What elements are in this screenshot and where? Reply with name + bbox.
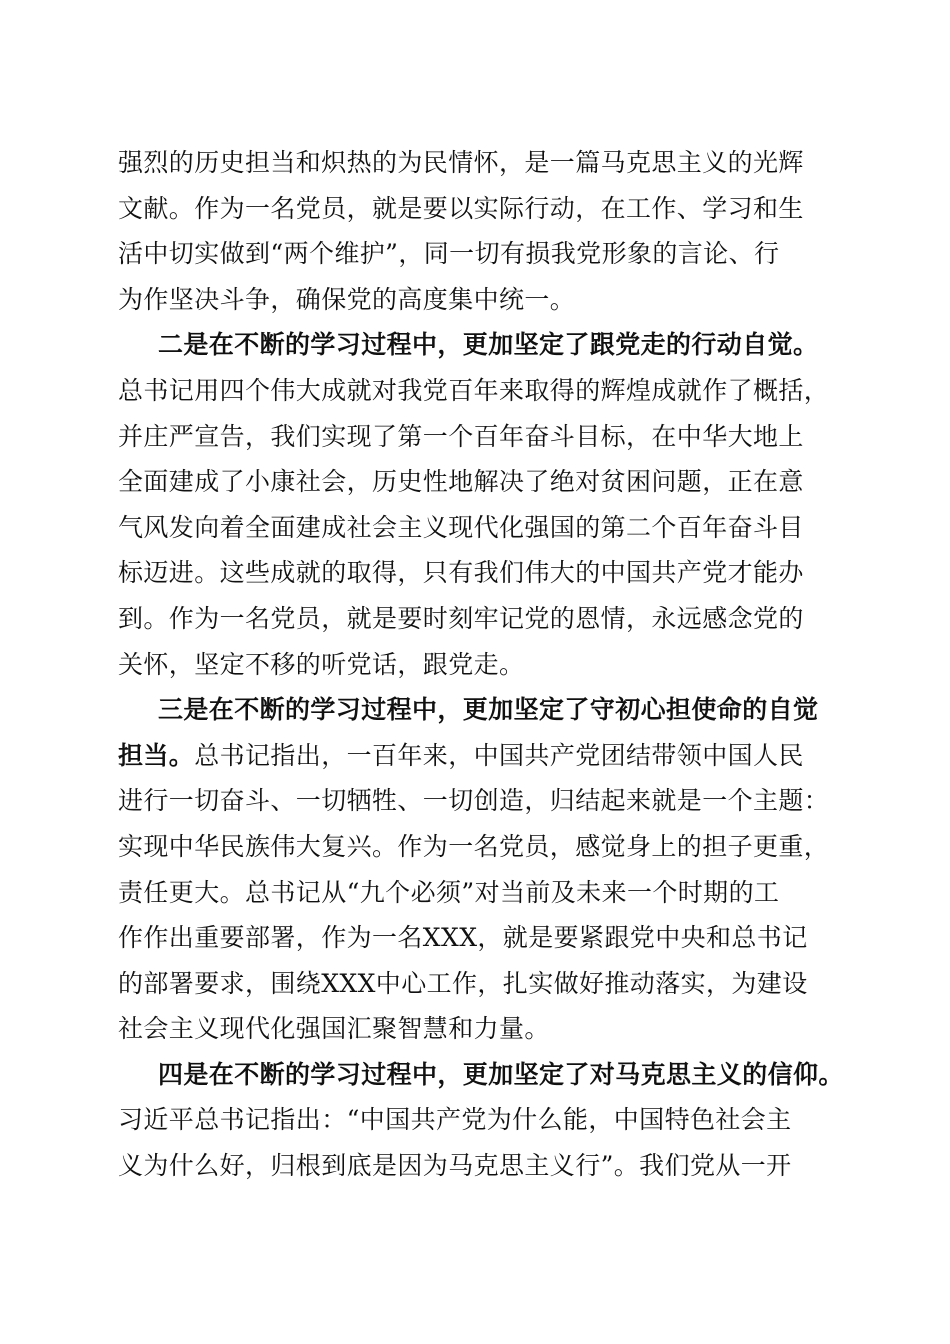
- text-line: 总书记用四个伟大成就对我党百年来取得的辉煌成就作了概括，: [118, 375, 830, 405]
- text-line: 义为什么好，归根到底是因为马克思主义行”。我们党从一开: [118, 1151, 792, 1181]
- text-run: 总书记指出，一百年来，中国共产党团结带领中国人民: [194, 740, 804, 770]
- text-line: [118, 733, 838, 779]
- text-line: 标迈进。这些成就的取得，只有我们伟大的中国共产党才能办: [118, 558, 804, 588]
- text-line: 进行一切奋斗、一切牺牲、一切创造，归结起来就是一个主题：: [118, 786, 830, 816]
- paragraph-lead-end: 担当。: [118, 740, 195, 770]
- text-line: 并庄严宣告，我们实现了第一个百年奋斗目标，在中华大地上: [118, 421, 804, 451]
- text-line: 关怀，坚定不移的听党话，跟党走。: [118, 649, 525, 679]
- text-line: 气风发向着全面建成社会主义现代化强国的第二个百年奋斗目: [118, 512, 804, 542]
- paragraph-lead: 二是在不断的学习过程中，更加坚定了跟党走的行动自觉。: [158, 330, 819, 360]
- text-line: 文献。作为一名党员，就是要以实际行动，在工作、学习和生: [118, 193, 804, 223]
- paragraph-lead: 三是在不断的学习过程中，更加坚定了守初心担使命的自觉: [158, 695, 819, 725]
- text-line: 习近平总书记指出：“中国共产党为什么能，中国特色社会主: [118, 1105, 792, 1135]
- paragraph-2: [118, 322, 838, 687]
- text-line: 强烈的历史担当和炽热的为民情怀，是一篇马克思主义的光辉: [118, 148, 804, 177]
- text-line: 作作出重要部署，作为一名XXX，就是要紧跟党中央和总书记: [118, 923, 808, 953]
- paragraph-1: [118, 140, 838, 322]
- text-line: 的部署要求，围绕XXX中心工作，扎实做好推动落实，为建设: [118, 968, 808, 998]
- paragraph-4: [118, 1052, 844, 1189]
- text-line: 社会主义现代化强国汇聚智慧和力量。: [118, 1014, 550, 1044]
- text-line: 责任更大。总书记从“九个必须”对当前及未来一个时期的工: [118, 877, 780, 907]
- document-page: [118, 140, 844, 1189]
- text-line: 为作坚决斗争，确保党的高度集中统一。: [118, 284, 576, 314]
- text-line: 活中切实做到“两个维护”，同一切有损我党形象的言论、行: [118, 239, 780, 269]
- paragraph-3: [118, 687, 838, 1052]
- paragraph-lead: 四是在不断的学习过程中，更加坚定了对马克思主义的信仰。: [158, 1059, 844, 1089]
- text-line: 全面建成了小康社会，历史性地解决了绝对贫困问题，正在意: [118, 467, 804, 497]
- text-line: 到。作为一名党员，就是要时刻牢记党的恩情，永远感念党的: [118, 603, 804, 633]
- text-line: 实现中华民族伟大复兴。作为一名党员，感觉身上的担子更重，: [118, 831, 830, 861]
